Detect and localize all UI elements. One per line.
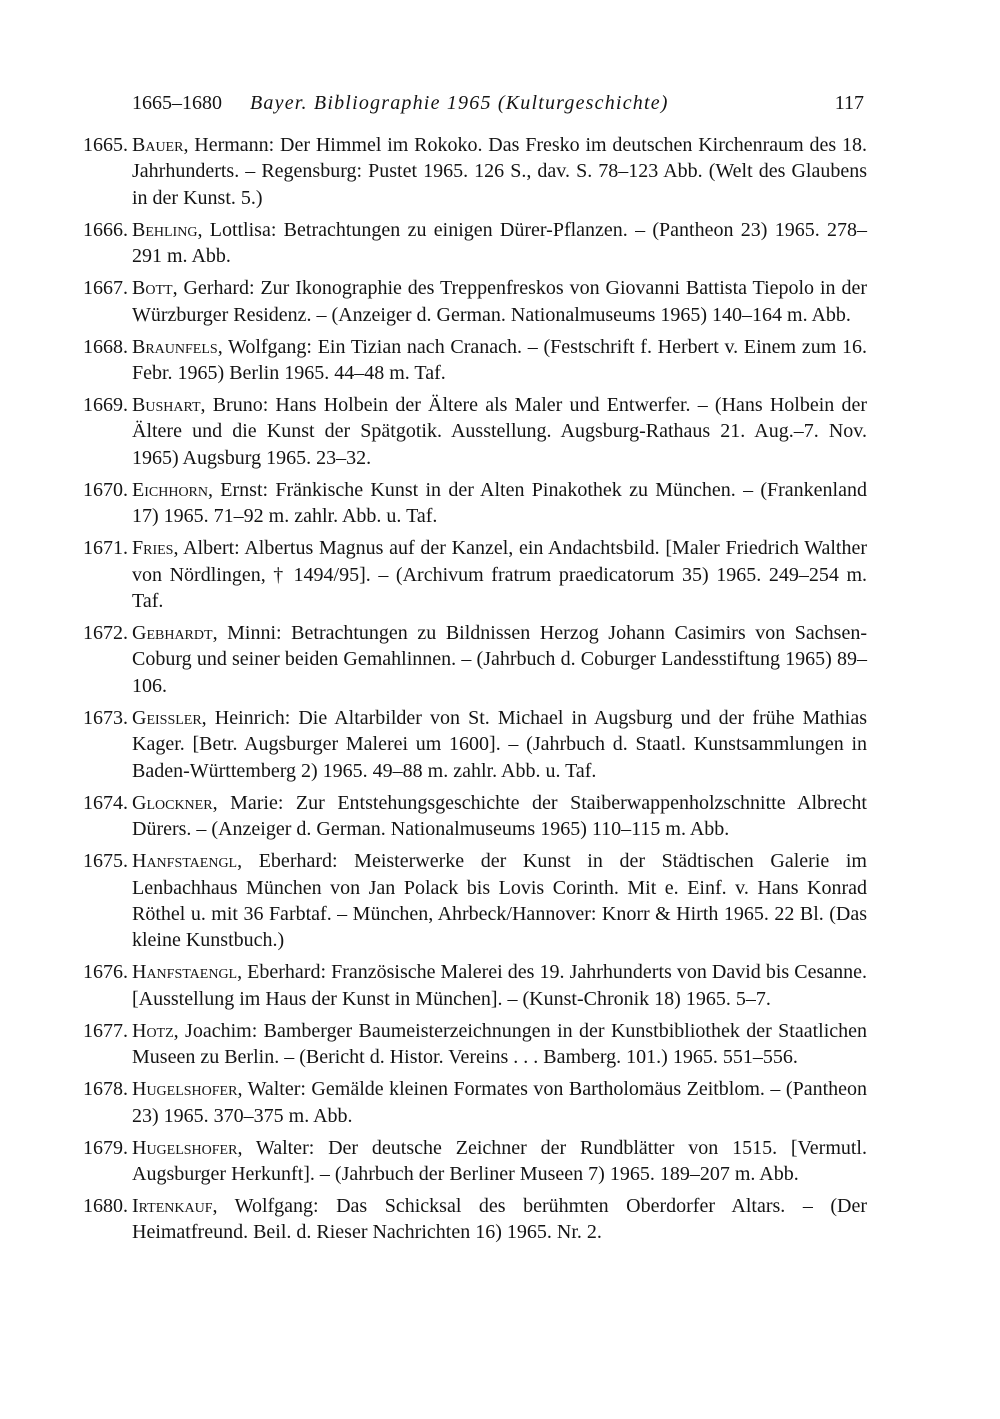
- entry-text: [132, 132, 867, 211]
- entry-citation: , Heinrich: Die Altarbilder von St. Michael in Augsburg und der frühe Mathias Kager. [Betr. Augsburger Malerei um 1600]. – (Jahrbuch d. Staatl. Kunstsammlungen in Baden-Württemberg 2) 1965. 49–88 m. zahlr. Abb. u. Taf.: [132, 706, 867, 782]
- entry-citation: , Gerhard: Zur Ikonographie des Treppenfreskos von Giovanni Battista Tiepolo in der Würzburger Residenz. – (Anzeiger d. German. Nationalmuseums 1965) 140–164 m. Abb.: [132, 277, 867, 326]
- entry-citation: , Eberhard: Meisterwerke der Kunst in der Städtischen Galerie im Lenbachhaus München von Jan Polack bis Lovis Corinth. Mit e. Einf. v. Hans Konrad Röthel u. mit 36 Farbtaf. – München, Ahrbeck/Hannover: Knorr & Hirth 1965. 22 Bl. (Das kleine Kunstbuch.): [132, 850, 867, 952]
- bibliography-entry: [0, 132, 1000, 211]
- entry-citation: , Bruno: Hans Holbein der Ältere als Maler und Entwerfer. – (Hans Holbein der Ältere und die Kunst der Spätgotik. Ausstellung. Augsburg-Rathaus 21. Aug.–7. Nov. 1965) Augsburg 1965. 23–32.: [132, 394, 867, 469]
- entry-text: [132, 1193, 867, 1246]
- entry-citation: , Ernst: Fränkische Kunst in der Alten Pinakothek zu München. – (Frankenland 17) 1965. 71–92 m. zahlr. Abb. u. Taf.: [132, 478, 867, 528]
- entry-author: Braunfels: [132, 335, 218, 358]
- bibliography-entry: [0, 275, 1000, 328]
- bibliography-entry: [0, 1018, 1000, 1071]
- entry-number: 1666.: [83, 218, 128, 241]
- entry-text: [132, 1135, 867, 1188]
- entry-author: Bauer: [132, 134, 184, 156]
- entry-citation: , Walter: Gemälde kleinen Formates von Bartholomäus Zeitblom. – (Pantheon 23) 1965. 370–375 m. Abb.: [132, 1078, 867, 1127]
- entry-number: 1679.: [83, 1136, 128, 1159]
- running-title: Bayer. Bibliographie 1965 (Kulturgeschichte): [250, 92, 669, 114]
- entry-author: Irtenkauf: [132, 1194, 213, 1217]
- running-head: [132, 88, 866, 118]
- entry-range: 1665–1680: [132, 92, 222, 114]
- entry-text: [132, 477, 867, 530]
- entry-citation: , Wolfgang: Ein Tizian nach Cranach. – (Festschrift f. Herbert v. Einem zum 16. Febr. 1965) Berlin 1965. 44–48 m. Taf.: [132, 335, 867, 385]
- bibliography-list: [0, 132, 1000, 1251]
- bibliography-entry: [0, 217, 1000, 270]
- entry-text: [132, 334, 867, 387]
- entry-number: 1674.: [83, 791, 128, 814]
- entry-text: [132, 1076, 867, 1129]
- entry-text: [132, 959, 867, 1012]
- entry-text: [132, 1018, 867, 1071]
- bibliography-entry: [0, 848, 1000, 954]
- entry-number: 1680.: [83, 1194, 128, 1217]
- bibliography-entry: [0, 790, 1000, 843]
- entry-citation: , Wolfgang: Das Schicksal des berühmten Oberdorfer Altars. – (Der Heimatfreund. Beil. d. Rieser Nachrichten 16) 1965. Nr. 2.: [132, 1194, 867, 1244]
- entry-text: [132, 705, 867, 784]
- entry-text: [132, 790, 867, 843]
- entry-author: Bott: [132, 277, 173, 300]
- entry-citation: , Eberhard: Französische Malerei des 19. Jahrhunderts von David bis Cesanne. [Ausstellung im Haus der Kunst in München]. – (Kunst-Chronik 18) 1965. 5–7.: [132, 961, 867, 1010]
- entry-number: 1668.: [83, 335, 128, 358]
- bibliography-entry: [0, 477, 1000, 530]
- entry-author: Eichhorn: [132, 478, 208, 501]
- entry-author: Behling: [132, 218, 198, 241]
- entry-author: Hanfstaengl: [132, 850, 238, 873]
- entry-number: 1673.: [83, 706, 128, 729]
- bibliography-entry: [0, 535, 1000, 614]
- entry-number: 1678.: [83, 1078, 128, 1101]
- entry-author: Hugelshofer: [132, 1078, 238, 1101]
- entry-citation: , Albert: Albertus Magnus auf der Kanzel, ein Andachtsbild. [Maler Friedrich Walther von Nördlingen, † 1494/95]. – (Archivum fratrum praedicatorum 35) 1965. 249–254 m. Taf.: [132, 537, 867, 613]
- bibliography-entry: [0, 1193, 1000, 1246]
- entry-number: 1667.: [83, 277, 128, 300]
- entry-citation: , Minni: Betrachtungen zu Bildnissen Herzog Johann Casimirs von Sachsen-Coburg und seiner beiden Gemahlinnen. – (Jahrbuch d. Coburger Landesstiftung 1965) 89–106.: [132, 622, 867, 697]
- bibliography-entry: [0, 334, 1000, 387]
- entry-author: Bushart: [132, 394, 201, 417]
- entry-number: 1677.: [83, 1019, 128, 1042]
- entry-citation: , Hermann: Der Himmel im Rokoko. Das Fresko im deutschen Kirchenraum des 18. Jahrhunderts. – Regensburg: Pustet 1965. 126 S., dav. S. 78–123 Abb. (Welt des Glaubens in der Kunst. 5.): [132, 134, 867, 209]
- entry-citation: , Joachim: Bamberger Baumeisterzeichnungen in der Kunstbibliothek der Staatlichen Museen zu Berlin. – (Bericht d. Histor. Vereins . . . Bamberg. 101.) 1965. 551–556.: [132, 1019, 867, 1069]
- page-number: 117: [834, 92, 864, 114]
- entry-citation: , Lottlisa: Betrachtungen zu einigen Dürer-Pflanzen. – (Pantheon 23) 1965. 278–291 m. Abb.: [132, 218, 867, 268]
- entry-number: 1676.: [83, 961, 128, 984]
- entry-number: 1670.: [83, 478, 128, 501]
- entry-author: Hanfstaengl: [132, 961, 238, 984]
- entry-text: [132, 848, 867, 954]
- entry-author: Fries: [132, 537, 174, 560]
- entry-text: [132, 392, 867, 471]
- bibliography-entry: [0, 959, 1000, 1012]
- entry-author: Hotz: [132, 1019, 174, 1042]
- bibliography-entry: [0, 1135, 1000, 1188]
- entry-citation: , Marie: Zur Entstehungsgeschichte der Staiberwappenholzschnitte Albrecht Dürers. – (Anzeiger d. German. Nationalmuseums 1965) 110–115 m. Abb.: [132, 791, 867, 841]
- entry-text: [132, 275, 867, 328]
- entry-author: Hugelshofer: [132, 1136, 238, 1159]
- entry-number: 1675.: [83, 850, 128, 873]
- entry-author: Gebhardt: [132, 622, 213, 645]
- bibliography-entry: [0, 620, 1000, 699]
- entry-text: [132, 620, 867, 699]
- entry-number: 1669.: [83, 394, 128, 417]
- entry-author: Glockner: [132, 791, 213, 814]
- entry-number: 1671.: [83, 537, 128, 560]
- bibliography-entry: [0, 1076, 1000, 1129]
- entry-author: Geissler: [132, 706, 202, 729]
- entry-number: 1672.: [83, 622, 128, 645]
- entry-text: [132, 217, 867, 270]
- bibliography-entry: [0, 705, 1000, 784]
- entry-number: 1665.: [83, 134, 128, 156]
- entry-text: [132, 535, 867, 614]
- entry-citation: , Walter: Der deutsche Zeichner der Rundblätter von 1515. [Vermutl. Augsburger Herkunft]. – (Jahrbuch der Berliner Museen 7) 1965. 189–207 m. Abb.: [132, 1136, 867, 1185]
- bibliography-entry: [0, 392, 1000, 471]
